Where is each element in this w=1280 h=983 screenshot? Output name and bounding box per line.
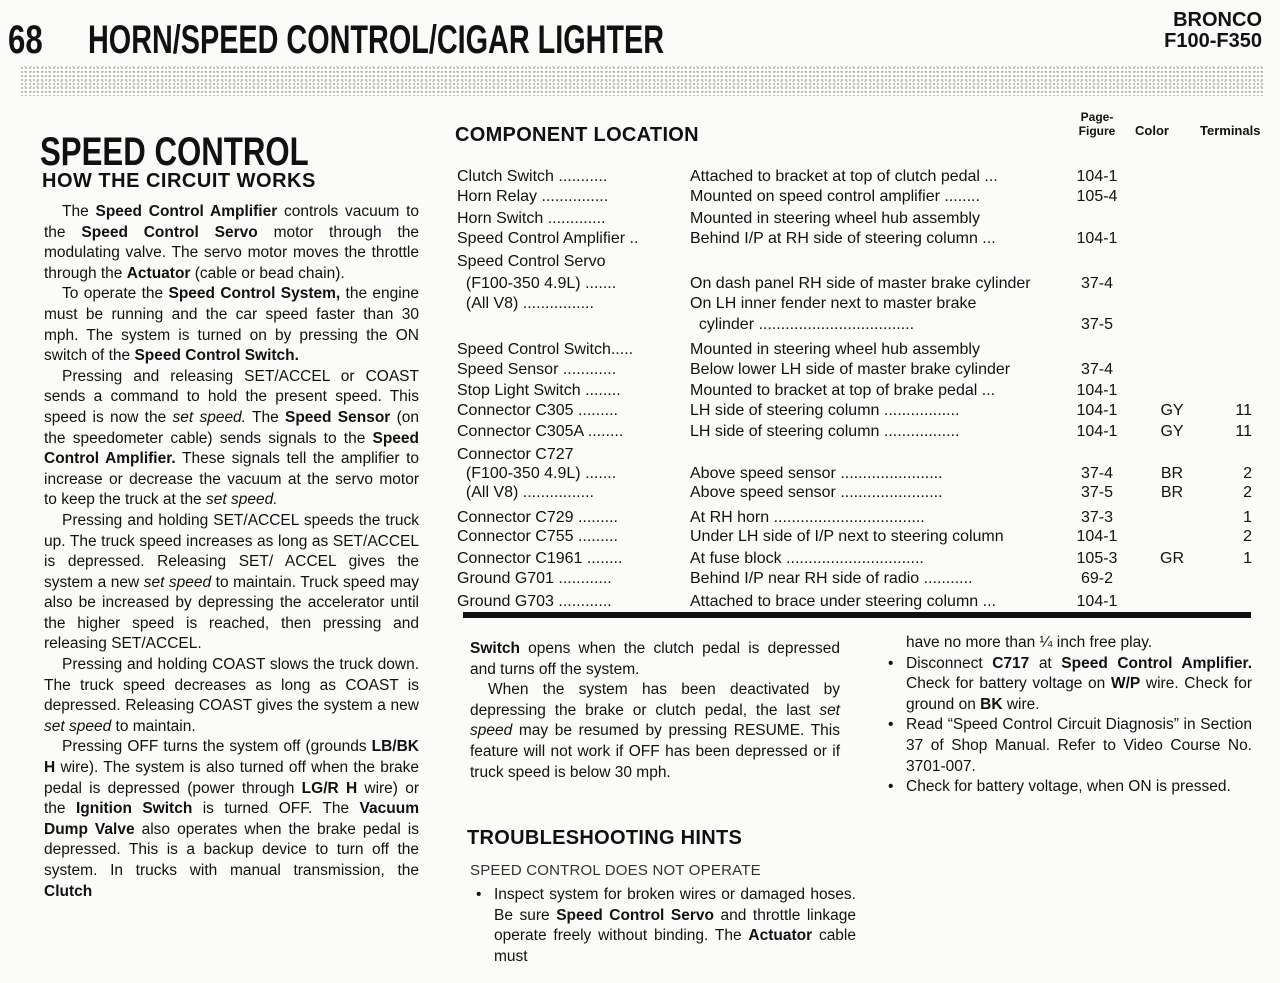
component-color: GY <box>1160 402 1184 419</box>
circuit-paragraph: Pressing and releasing SET/ACCEL or COAST sends a command to hold the present speed. This speed is now the set speed. The Speed Sensor (on the speedometer cable) sends signals to the Speed Control Amplifier. These signals tell the amplifier to increase or decrease the vacuum at the servo motor to keep the truck at the set speed. <box>44 367 420 509</box>
component-terminals: 1 <box>1243 550 1252 567</box>
halftone-rule <box>20 66 1265 96</box>
component-row <box>457 382 1257 404</box>
component-figure: 104-1 <box>1076 382 1118 399</box>
page-number: 68 <box>8 18 43 62</box>
component-figure: 37-5 <box>1080 484 1114 501</box>
continuation-paragraph: Switch opens when the clutch pedal is depressed and turns off the system. <box>470 640 840 678</box>
troubleshooting-bullet: • Read “Speed Control Circuit Diagnosis” in Section 37 of Shop Manual. Refer to Video Course No. 3701-007. <box>888 716 1252 775</box>
component-color: BR <box>1160 465 1184 482</box>
component-terminals: 2 <box>1243 465 1252 482</box>
circuit-paragraph: Pressing and holding COAST slows the truck down. The truck speed decreases as long as COAST is depressed. Releasing COAST gives the system a new set speed to maintain. <box>44 656 419 735</box>
section-subtitle: HOW THE CIRCUIT WORKS <box>42 170 316 192</box>
component-figure: 37-3 <box>1080 509 1114 526</box>
component-figure: 104-1 <box>1076 593 1118 610</box>
component-row <box>457 316 1257 338</box>
column-header-terminals: Terminals <box>1200 123 1261 138</box>
component-location: Above speed sensor ....................... <box>690 484 943 501</box>
troubleshooting-bullet: • Check for battery voltage, when ON is pressed. <box>888 778 1231 796</box>
component-name: Stop Light Switch ........ <box>457 382 621 399</box>
component-name: Speed Control Servo <box>457 253 606 270</box>
component-location: Behind I/P near RH side of radio ........... <box>690 570 973 587</box>
component-name: Speed Control Amplifier .. <box>457 230 639 247</box>
component-name: Speed Control Switch..... <box>457 341 634 358</box>
model-line-bronco: BRONCO <box>1173 9 1262 31</box>
component-row <box>457 168 1257 190</box>
section-divider <box>463 612 1251 618</box>
component-row <box>457 188 1257 210</box>
component-row <box>457 341 1257 363</box>
component-name: Horn Relay ............... <box>457 188 609 205</box>
component-name: Connector C1961 ........ <box>457 550 623 567</box>
component-figure: 104-1 <box>1076 230 1118 247</box>
model-label <box>1164 10 1262 52</box>
component-location: Mounted to bracket at top of brake pedal ... <box>690 382 996 399</box>
component-location: Behind I/P at RH side of steering column ... <box>690 230 996 247</box>
component-location: At fuse block ............................... <box>690 550 924 567</box>
component-name: Connector C305 ......... <box>457 402 618 419</box>
component-figure: 104-1 <box>1076 528 1118 545</box>
component-name: (F100-350 4.9L) ....... <box>457 275 617 292</box>
column-header-page-figure: Page- Figure <box>1078 110 1116 138</box>
troubleshooting-continued <box>886 633 1252 798</box>
component-row <box>457 253 1257 275</box>
component-location: Above speed sensor ....................... <box>690 465 943 482</box>
component-row <box>457 550 1257 572</box>
component-row <box>457 230 1257 252</box>
component-location: On LH inner fender next to master brake <box>690 295 977 312</box>
component-location: LH side of steering column ................. <box>690 423 960 440</box>
component-name: Speed Sensor ............ <box>457 361 617 378</box>
component-location: At RH horn .................................. <box>690 509 925 526</box>
component-name: (All V8) ................ <box>457 484 594 501</box>
component-location: Attached to bracket at top of clutch pedal ... <box>690 168 998 185</box>
component-name: (All V8) ................ <box>457 295 594 312</box>
component-row <box>457 528 1257 550</box>
component-location: Attached to brace under steering column ... <box>690 593 996 610</box>
component-terminals: 11 <box>1235 423 1252 440</box>
troubleshooting-bullet: • Inspect system for broken wires or damaged hoses. Be sure Speed Control Servo and throttle linkage operate freely without binding. The Actuator cable must <box>476 886 856 965</box>
component-terminals: 2 <box>1243 484 1252 501</box>
component-location: LH side of steering column ................. <box>690 402 960 419</box>
component-terminals: 1 <box>1243 509 1252 526</box>
troubleshooting-subheading: SPEED CONTROL DOES NOT OPERATE <box>470 862 761 879</box>
circuit-paragraph: To operate the Speed Control System, the engine must be running and the car speed faster than 30 mph. The system is turned on by pressing the ON switch of the Speed Control Switch. <box>44 285 419 365</box>
component-location: Below lower LH side of master brake cylinder <box>690 361 1011 378</box>
column-header-color: Color <box>1135 123 1169 138</box>
circuit-paragraph: Pressing OFF turns the system off (grounds LB/BK H wire). The system is also turned off when the brake pedal is depressed (power through LG/R H wire) or the Ignition Switch is turned OFF. The Vacuum Dump Valve also operates when the brake pedal is depressed. This is a backup device to turn off the system. In trucks with manual transmission, the Clutch <box>44 738 419 900</box>
component-row <box>457 361 1257 383</box>
component-figure: 37-4 <box>1080 275 1114 292</box>
circuit-description <box>44 202 419 902</box>
component-location: On dash panel RH side of master brake cylinder <box>690 275 1031 292</box>
component-name: Ground G701 ............ <box>457 570 612 587</box>
troubleshooting-text: have no more than ¼ inch free play. <box>906 634 1153 651</box>
component-name: (F100-350 4.9L) ....... <box>457 465 617 482</box>
troubleshooting-heading: TROUBLESHOOTING HINTS <box>467 827 743 849</box>
component-figure: 104-1 <box>1076 423 1118 440</box>
component-terminals: 2 <box>1243 528 1252 545</box>
component-figure: 69-2 <box>1080 570 1114 587</box>
component-terminals: 11 <box>1235 402 1252 419</box>
troubleshooting-bullet: • Disconnect C717 at Speed Control Amplifier. Check for battery voltage on W/P wire. Check for ground on BK wire. <box>888 654 1253 713</box>
component-figure: 105-4 <box>1076 188 1118 205</box>
component-name: Connector C305A ........ <box>457 423 624 440</box>
component-name: Connector C755 ......... <box>457 528 618 545</box>
component-row <box>457 210 1257 232</box>
component-location: Mounted in steering wheel hub assembly <box>690 210 980 227</box>
circuit-paragraph: Pressing and holding SET/ACCEL speeds the truck up. The truck speed increases as long as SET/ACCEL is depressed. Releasing SET/ ACCEL gives the system a new set speed to maintain. Truck speed may also be increased by depressing the accelerator until the higher speed is reached, then pressing and releasing SET/ACCEL. <box>44 511 420 653</box>
component-row <box>457 570 1257 592</box>
component-color: GR <box>1160 550 1184 567</box>
component-location-heading: COMPONENT LOCATION <box>455 124 699 146</box>
component-figure: 37-4 <box>1080 361 1114 378</box>
component-figure: 104-1 <box>1076 168 1118 185</box>
continuation-text <box>470 639 840 783</box>
component-name: Connector C729 ......... <box>457 509 618 526</box>
component-location: Under LH side of I/P next to steering column <box>690 528 1004 545</box>
component-row <box>457 295 1257 317</box>
continuation-paragraph: When the system has been deactivated by depressing the brake or clutch pedal, the last set speed may be resumed by pressing RESUME. This feature will not work if OFF has been depressed or if truck speed is below 30 mph. <box>470 681 840 781</box>
component-figure: 104-1 <box>1076 402 1118 419</box>
component-name: Connector C727 <box>457 446 574 463</box>
component-color: GY <box>1160 423 1184 440</box>
component-location: Mounted on speed control amplifier ........ <box>690 188 980 205</box>
component-color: BR <box>1160 484 1184 501</box>
component-row <box>457 484 1257 506</box>
component-row <box>457 275 1257 297</box>
component-figure: 37-4 <box>1080 465 1114 482</box>
component-location: cylinder ................................... <box>690 316 915 333</box>
circuit-paragraph: The Speed Control Amplifier controls vacuum to the Speed Control Servo motor through the modulating valve. The servo motor moves the throttle through the Actuator (cable or bead chain). <box>44 203 420 282</box>
section-title: SPEED CONTROL <box>40 130 309 174</box>
component-name: Ground G703 ............ <box>457 593 612 610</box>
component-name: Clutch Switch ........... <box>457 168 608 185</box>
component-name: Horn Switch ............. <box>457 210 606 227</box>
page-title: HORN/SPEED CONTROL/CIGAR LIGHTER <box>88 18 665 62</box>
component-row <box>457 423 1257 445</box>
component-figure: 37-5 <box>1080 316 1114 333</box>
component-location: Mounted in steering wheel hub assembly <box>690 341 980 358</box>
component-figure: 105-3 <box>1076 550 1118 567</box>
model-line-f100-f350: F100-F350 <box>1164 30 1262 52</box>
component-row <box>457 402 1257 424</box>
